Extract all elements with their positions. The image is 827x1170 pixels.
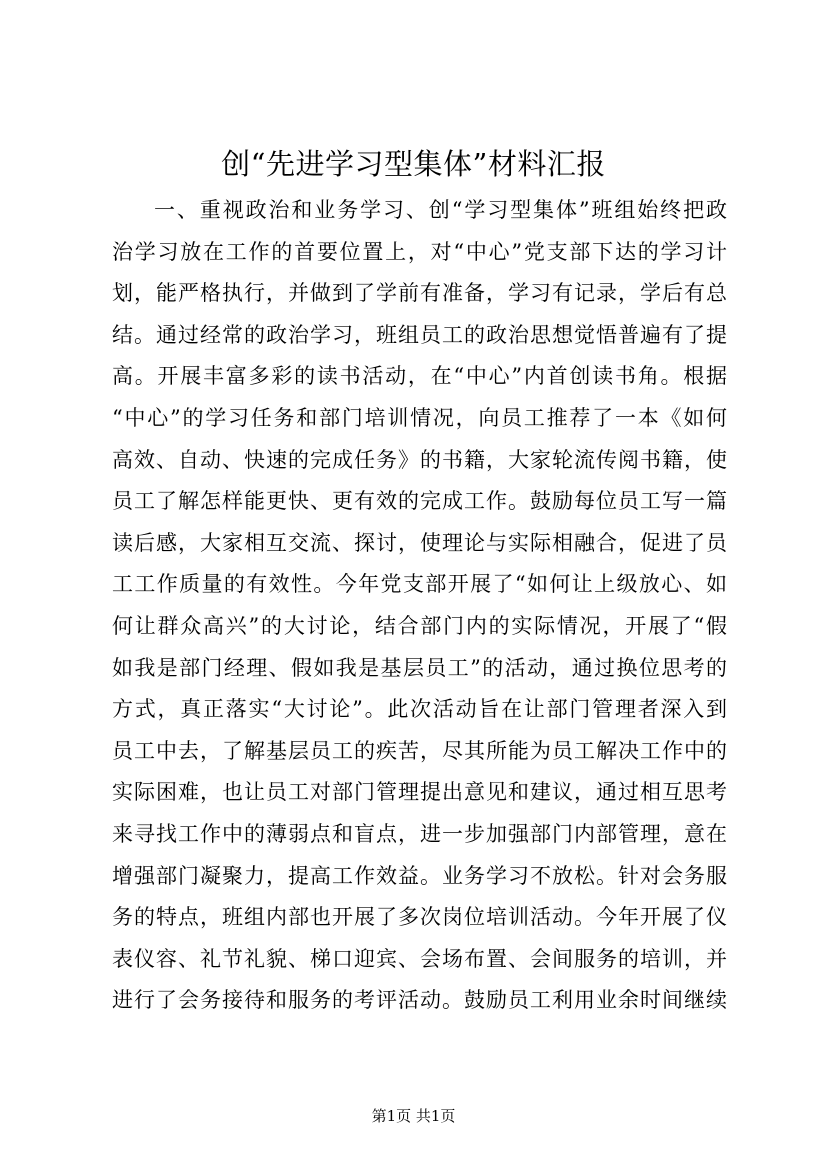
- body-line: 治学习放在工作的首要位置上，对“中心”党支部下达的学习计: [112, 239, 727, 264]
- document-body: [112, 190, 727, 1022]
- body-line: 方式，真正落实“大讨论”。此次活动旨在让部门管理者深入到: [112, 697, 727, 722]
- body-line: 来寻找工作中的薄弱点和盲点，进一步加强部门内部管理，意在: [112, 821, 727, 846]
- body-line: 工工作质量的有效性。今年党支部开展了“如何让上级放心、如: [112, 572, 727, 597]
- body-line: 如我是部门经理、假如我是基层员工”的活动，通过换位思考的: [112, 655, 727, 680]
- body-line: 一、重视政治和业务学习、创“学习型集体”班组始终把政: [154, 198, 727, 222]
- page-footer: 第1页 共1页: [371, 1107, 456, 1125]
- body-line: 增强部门凝聚力，提高工作效益。业务学习不放松。针对会务服: [112, 863, 727, 888]
- document-title: 创“先进学习型集体”材料汇报: [221, 147, 606, 181]
- body-line: 高效、自动、快速的完成任务》的书籍，大家轮流传阅书籍，使: [112, 447, 727, 472]
- body-line: 员工了解怎样能更快、更有效的完成工作。鼓励每位员工写一篇: [112, 489, 727, 514]
- body-line: 务的特点，班组内部也开展了多次岗位培训活动。今年开展了仪: [112, 905, 727, 930]
- body-line: 进行了会务接待和服务的考评活动。鼓励员工利用业余时间继续: [112, 988, 727, 1013]
- body-line: 实际困难，也让员工对部门管理提出意见和建议，通过相互思考: [112, 780, 727, 805]
- body-line: 员工中去，了解基层员工的疾苦，尽其所能为员工解决工作中的: [112, 738, 727, 763]
- body-line: 划，能严格执行，并做到了学前有准备，学习有记录，学后有总: [112, 281, 727, 306]
- body-line: “中心”的学习任务和部门培训情况，向员工推荐了一本《如何: [112, 405, 727, 430]
- body-line: 何让群众高兴”的大讨论，结合部门内的实际情况，开展了“假: [112, 613, 727, 638]
- body-line: 表仪容、礼节礼貌、梯口迎宾、会场布置、会间服务的培训，并: [112, 946, 727, 971]
- body-line: 读后感，大家相互交流、探讨，使理论与实际相融合，促进了员: [112, 530, 727, 555]
- body-line: 结。通过经常的政治学习，班组员工的政治思想觉悟普遍有了提: [112, 322, 727, 347]
- body-line: 高。开展丰富多彩的读书活动，在“中心”内首创读书角。根据: [112, 364, 727, 389]
